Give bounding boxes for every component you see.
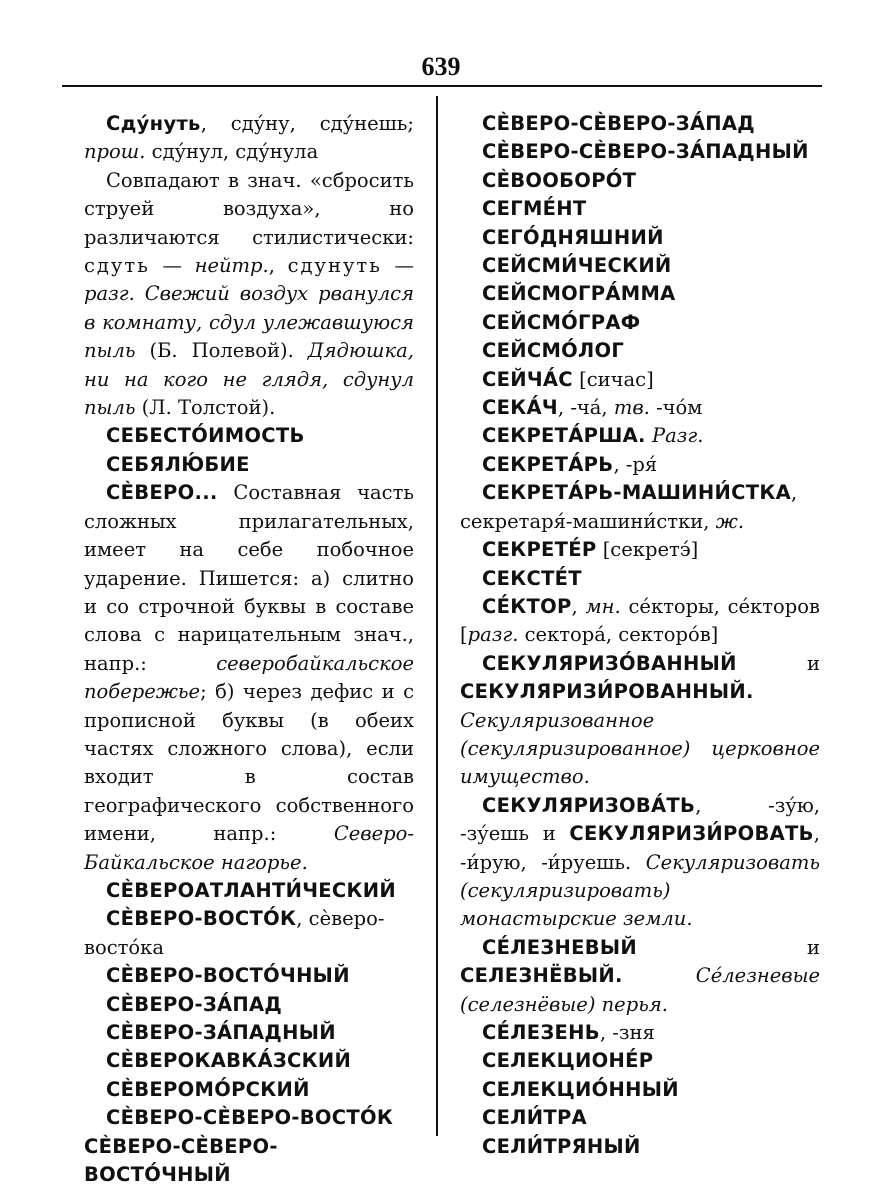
- entry-text: -чо́м: [649, 396, 703, 420]
- headword: СЕБЯЛЮ́БИЕ: [106, 452, 250, 476]
- entry-label: ж.: [715, 509, 745, 533]
- left-column: [84, 110, 414, 1189]
- headword: СЀВЕРО-ЗА́ПАД: [106, 992, 283, 1016]
- entry-severo-vostok: [84, 905, 414, 962]
- headword: СЕКРЕТА́РЬ-МАШИНИ́СТКА: [482, 481, 792, 505]
- headword: СЕКРЕТА́РЬ: [482, 452, 614, 476]
- example: Секуляризованное (секуляризированное) церковное имущество.: [460, 708, 820, 789]
- headword: СЕГМЕ́НТ: [482, 197, 587, 221]
- entry-text: и: [637, 935, 820, 959]
- headword: СЕГО́ДНЯШНИЙ: [482, 225, 664, 249]
- headword: Сду́нуть: [106, 112, 201, 135]
- spaced-word: сдунуть: [287, 254, 382, 278]
- entry-sekulyarizovanny: [460, 650, 820, 792]
- entry-text: се́кторы, се́кторов [: [460, 594, 821, 647]
- entry-sekretar: [460, 451, 820, 479]
- headword: СЀВООБОРО́Т: [482, 168, 637, 192]
- headword: СЀВЕРО...: [106, 481, 218, 505]
- entry-label: Разг.: [645, 424, 704, 448]
- headword: СЕЙЧА́С: [482, 367, 573, 391]
- example: Северо-Байкальское нагорье.: [84, 822, 414, 874]
- example: Се́лезневые (селезнёвые) перья.: [460, 964, 820, 1016]
- entry-text: , -ча́,: [557, 396, 614, 420]
- note-text: —: [149, 254, 195, 278]
- entry-sekreter: [460, 536, 820, 564]
- headword: СЕКСТЕ́Т: [482, 566, 582, 590]
- column-divider: [436, 96, 438, 1136]
- entry-text: сектора́, секторо́в]: [518, 623, 719, 647]
- entry-sekretar-mashinistka: [460, 479, 820, 536]
- headword: СЕКРЕТЕ́Р: [482, 538, 597, 562]
- pronunciation: [сичас]: [572, 367, 654, 391]
- headword: СЕ́ЛЕЗНЕВЫЙ: [482, 935, 638, 959]
- headword: СЀВЕРО-СЀВЕРО-ВОСТО́К: [106, 1106, 394, 1130]
- source-citation: (Б. Полевой).: [135, 339, 308, 363]
- headword: СЀВЕРО-СЀВЕРО-ЗА́ПАДНЫЙ: [482, 140, 809, 164]
- headword: СЕ́КТОР: [482, 594, 572, 618]
- source-citation: (Л. Толстой).: [135, 396, 276, 420]
- entry-seychas: [460, 366, 820, 394]
- headword: СЕЙСМИ́ЧЕСКИЙ: [482, 254, 672, 278]
- headword: СЕЛИ́ТРА: [482, 1106, 587, 1130]
- page-number: 639: [421, 52, 461, 81]
- entry-severo: [84, 479, 414, 877]
- headword: СЕКУЛЯРИЗИ́РОВАННЫЙ.: [460, 680, 754, 704]
- headword: СЕЛЕКЦИОНЕ́Р: [482, 1049, 654, 1073]
- entry-text: , -зня: [599, 1021, 655, 1044]
- headword: СЕЙСМО́ГРАФ: [482, 310, 641, 334]
- right-column: [460, 110, 820, 1161]
- note-label: нейтр.: [194, 254, 269, 278]
- entry-text: сду́нул, сду́нула: [145, 140, 319, 164]
- entry-label: тв.: [613, 396, 650, 420]
- headword: СЕКУЛЯРИЗО́ВАННЫЙ: [482, 651, 737, 675]
- entry-text: , -и́рую, -и́руешь.: [460, 822, 820, 874]
- headword: СЕКУЛЯРИЗИ́РОВАТЬ: [569, 822, 814, 846]
- headword: СЕКА́Ч: [482, 396, 558, 420]
- headword: СЀВЕРОКАВКА́ЗСКИЙ: [106, 1049, 352, 1073]
- example: северобайкальское побережье: [84, 651, 414, 704]
- headword: СЕБЕСТО́ИМОСТЬ: [106, 424, 305, 448]
- entry-label: мн.: [585, 594, 621, 618]
- note-text: —: [381, 254, 414, 278]
- headword: СЕКУЛЯРИЗОВА́ТЬ: [482, 793, 696, 817]
- entry-label: разг.: [467, 623, 519, 647]
- entry-sekulyarizovat: [460, 792, 820, 934]
- entry-text: ,: [571, 594, 586, 618]
- headword: СЀВЕРО-ВОСТО́ЧНЫЙ: [106, 964, 350, 988]
- entry-text: и: [736, 651, 820, 675]
- pronunciation: [секретэ́]: [596, 538, 699, 562]
- headword: СЀВЕРОМО́РСКИЙ: [106, 1077, 310, 1101]
- example-quote: Дядюшка, ни на кого не глядя, сдунул пыль: [84, 339, 414, 420]
- headword: СЕКРЕТА́РША.: [482, 424, 646, 448]
- spaced-word: сдуть: [84, 254, 150, 278]
- headword: СЀВЕРО-ВОСТО́К: [106, 907, 297, 931]
- entry-sekretarsha: [460, 422, 820, 450]
- entry-text: ; б) через дефис и с прописной буквы (в обеих частях сложного слова), если входит в состав географического собственного имени, напр.:: [84, 680, 414, 846]
- entry-text: , сѐверо-восто́ка: [84, 907, 385, 959]
- entry-text: , сду́ну, сду́нешь;: [200, 112, 414, 135]
- headword: СЕ́ЛЕЗЕНЬ: [482, 1021, 600, 1044]
- headword: СЕЛИ́ТРЯНЫЙ: [482, 1134, 641, 1158]
- note-text: Совпадают в знач. «сбросить струей воздуха», но различаются стилистически:: [84, 168, 414, 249]
- usage-note: [84, 167, 414, 423]
- entry-text: Составная часть сложных прилагательных, имеет на себе побочное ударение. Пишется: а) слитно и со строчной буквы в составе слова с нарицательным знач., напр.:: [84, 481, 414, 675]
- entry-sektor: [460, 593, 820, 650]
- headword: СЀВЕРО-ЗА́ПАДНЫЙ: [106, 1021, 336, 1044]
- entry-text: , -зу́ю, -зу́ешь и: [460, 793, 820, 846]
- headword: СЕЙСМОГРА́ММА: [482, 282, 676, 306]
- entry-text: , секретаря́-машини́стки,: [460, 481, 798, 533]
- entry-seleznevy: [460, 934, 820, 1019]
- headword: СЀВЕРО-СЀВЕРО-ВОСТО́ЧНЫЙ: [84, 1134, 278, 1187]
- headword: СЕЛЕЗНЁВЫЙ.: [460, 964, 623, 988]
- entry-label: прош.: [84, 140, 146, 164]
- example-quote: разг. Свежий воздух рванулся в комнату, сдул улежавшуюся пыль: [84, 282, 414, 363]
- entry-text: , -ря́: [613, 452, 658, 476]
- headword: СЀВЕРОАТЛАНТИ́ЧЕСКИЙ: [106, 878, 396, 902]
- entry-sekach: [460, 394, 820, 422]
- example: Секуляризовать (секуляризировать) монастырские земли.: [460, 850, 820, 931]
- headword: СЀВЕРО-СЀВЕРО-ЗА́ПАД: [482, 112, 755, 135]
- headword: СЕЛЕКЦИО́ННЫЙ: [482, 1077, 679, 1101]
- note-text: ,: [268, 254, 288, 278]
- entry-sdunut: [84, 110, 414, 167]
- headword: СЕЙСМО́ЛОГ: [482, 339, 625, 363]
- header-rule: [62, 85, 822, 87]
- entry-selezen: [460, 1019, 820, 1047]
